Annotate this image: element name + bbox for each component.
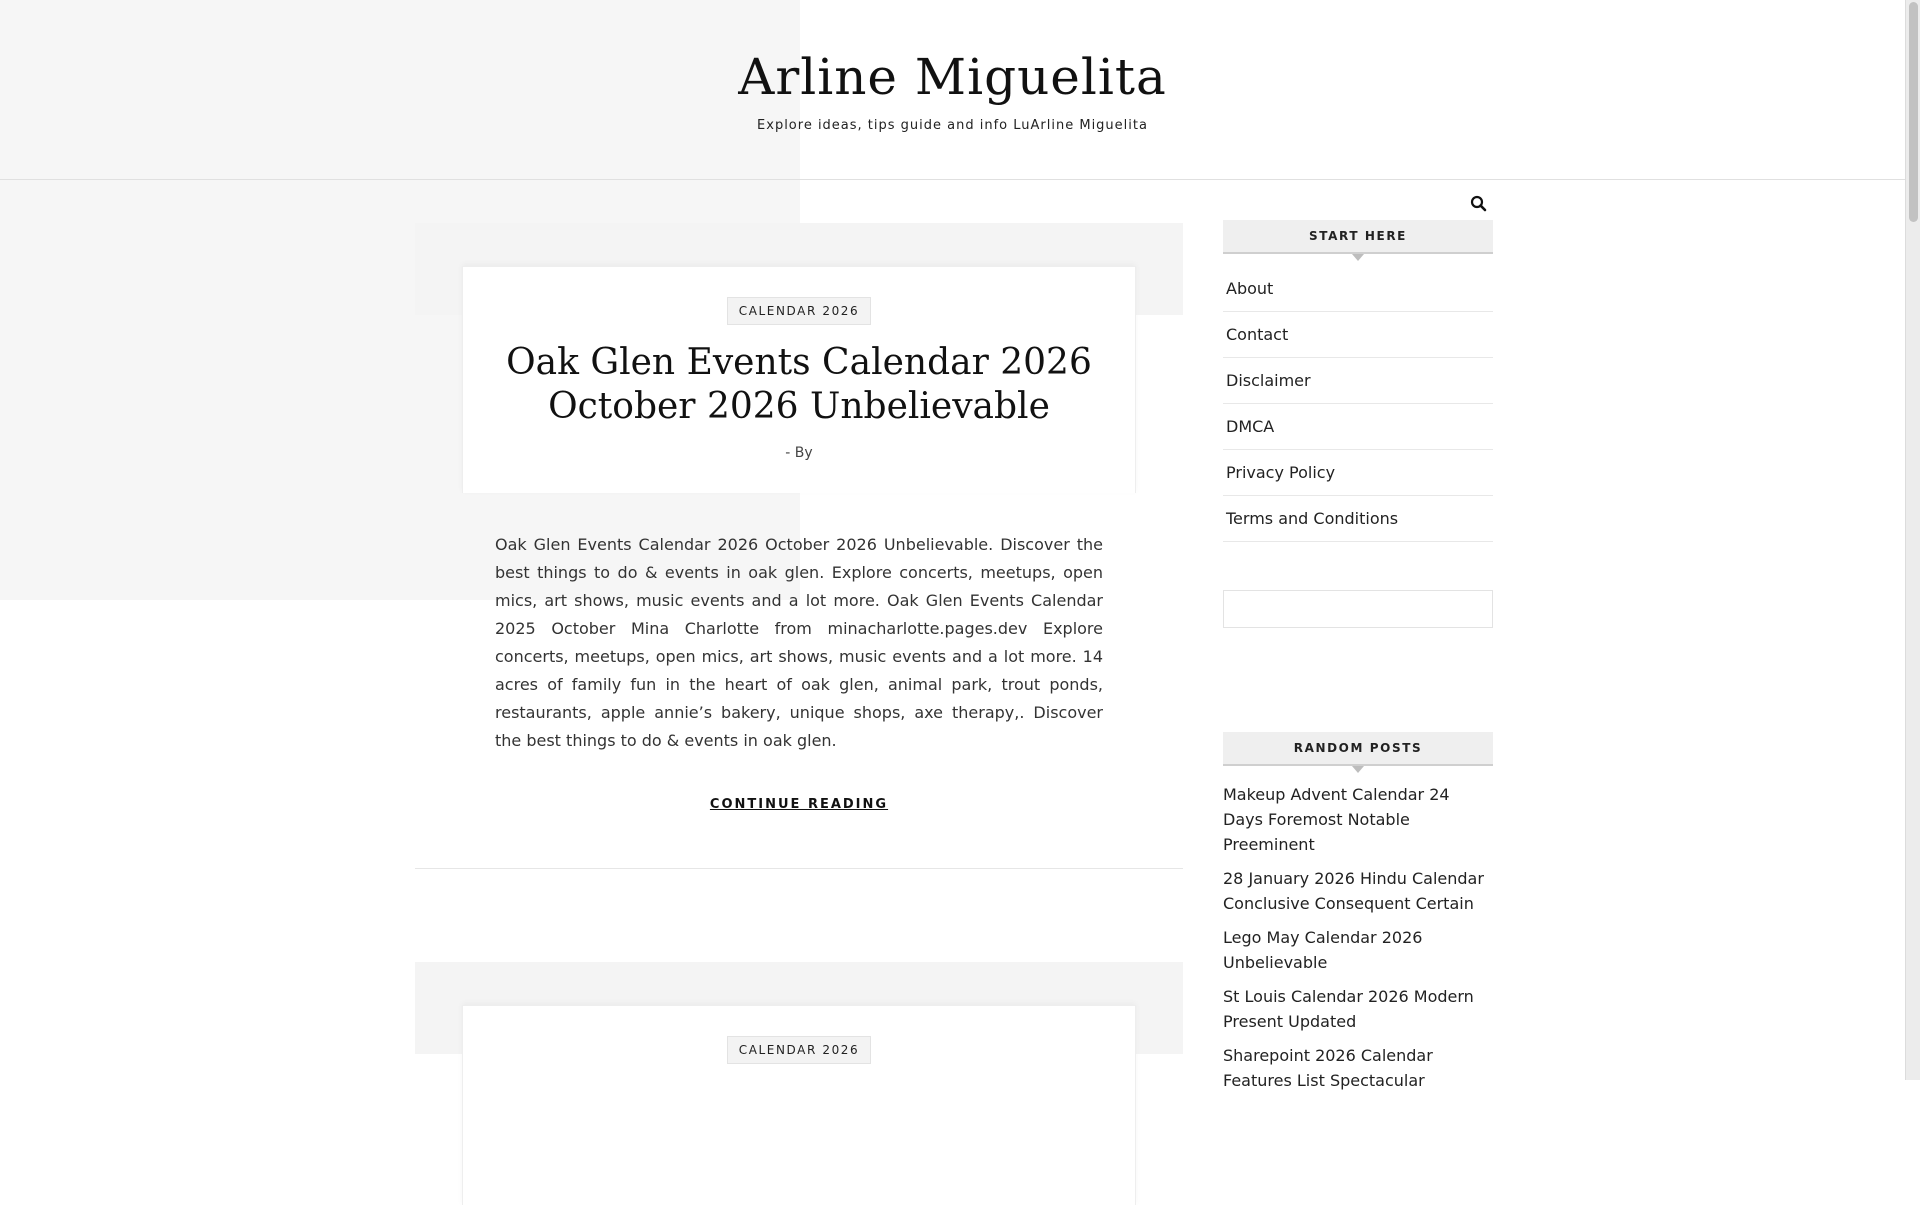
random-post-link[interactable]: 28 January 2026 Hindu Calendar Conclusive Consequent Certain (1223, 869, 1484, 913)
category-badge[interactable]: CALENDAR 2026 (727, 297, 872, 325)
widget-title-arrow (1352, 254, 1364, 261)
sidebar-search-input[interactable] (1223, 590, 1493, 628)
menu-item-privacy-policy[interactable]: Privacy Policy (1223, 450, 1493, 496)
menu-item-contact[interactable]: Contact (1223, 312, 1493, 358)
sidebar-start-here (1223, 220, 1493, 542)
scrollbar[interactable] (1905, 0, 1920, 1080)
start-here-menu (1223, 266, 1493, 542)
menu-item-about[interactable]: About (1223, 266, 1493, 312)
site-header (0, 0, 1905, 180)
post-header-card (462, 266, 1136, 493)
search-toggle-button[interactable] (1468, 193, 1490, 215)
scrollbar-thumb[interactable] (1909, 2, 1918, 222)
post-divider (415, 868, 1183, 869)
menu-item-terms[interactable]: Terms and Conditions (1223, 496, 1493, 542)
menu-item-disclaimer[interactable]: Disclaimer (1223, 358, 1493, 404)
random-post-link[interactable]: St Louis Calendar 2026 Modern Present Updated (1223, 987, 1474, 1031)
widget-title-label: RANDOM POSTS (1293, 741, 1423, 755)
menu-item-dmca[interactable]: DMCA (1223, 404, 1493, 450)
widget-title (1223, 732, 1493, 766)
continue-reading-wrap (415, 793, 1183, 812)
widget-title (1223, 220, 1493, 254)
site-title[interactable]: Arline Miguelita (738, 48, 1167, 106)
random-post-link[interactable]: Sharepoint 2026 Calendar Features List Spectacular (1223, 1046, 1433, 1090)
random-post-link[interactable]: Makeup Advent Calendar 24 Days Foremost Notable Preeminent (1223, 785, 1450, 854)
category-badge[interactable]: CALENDAR 2026 (727, 1036, 872, 1064)
post-header-card (462, 1005, 1136, 1205)
search-icon (1468, 193, 1490, 215)
random-post-link[interactable]: Lego May Calendar 2026 Unbelievable (1223, 928, 1423, 972)
post-excerpt: Oak Glen Events Calendar 2026 October 2026 Unbelievable. Discover the best things to do & events in oak glen. Explore concerts, meetups, open mics, art shows, music events and a lot more. Oak Glen Events Calendar 2025 October Mina Charlotte from minacharlotte.pages.dev Explore concerts, meetups, open mics, art shows, music events and a lot more. 14 acres of family fun in the heart of oak glen, animal park, trout ponds, restaurants, apple annie’s bakery, unique shops, axe therapy,. Discover the best things to do & events in oak glen. (495, 535, 1103, 750)
continue-reading-link[interactable]: CONTINUE READING (709, 797, 889, 812)
widget-title-arrow (1352, 766, 1364, 773)
post-title[interactable]: Oak Glen Events Calendar 2026 October 2026 Unbelievable (506, 342, 1092, 427)
sidebar-random-posts (1223, 732, 1493, 1102)
site-tagline: Explore ideas, tips guide and info LuArline Miguelita (757, 118, 1148, 133)
random-posts-list (1223, 782, 1493, 1093)
widget-title-label: START HERE (1309, 229, 1407, 243)
post-meta: - By (785, 445, 813, 461)
